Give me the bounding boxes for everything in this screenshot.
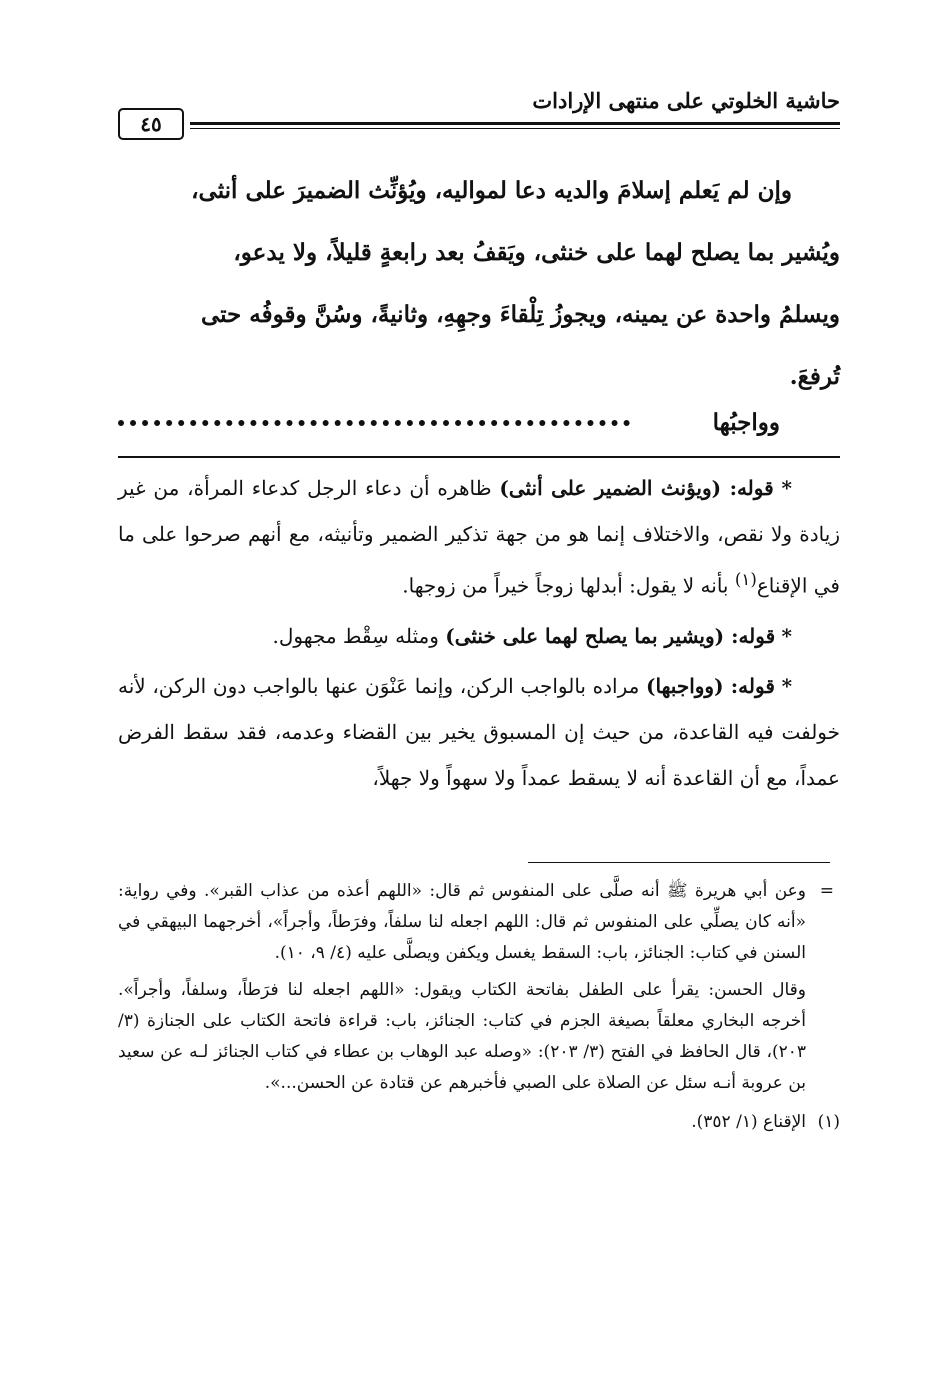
footnote-paragraph: وقال الحسن: يقرأ على الطفل بفاتحة الكتاب ويقول: «اللهم اجعله لنا فرَطاً، وسلفاً، وأجراً». أخرجه البخاري معلقاً بصيغة الجزم في كتاب: الجنائز، باب: قراءة فاتحة الكتاب على الجنازة (٣/ ٢٠٣)، قال الحافظ في الفتح (٣/ ٢٠٣): «وصله عبد الوهاب بن عطاء في كتاب الجنائز لـه عن سعيد بن عروبة أنـه سئل عن الصلاة على الصبي فأخبرهم عن قتادة عن الحسن...». [118,980,806,1093]
commentary-lead: قوله: (ويؤنث الضمير على أنثى) [499,476,774,500]
star-marker: * [781,673,793,698]
commentary-paragraph [118,663,840,801]
matn-continuation [118,398,840,448]
star-marker: * [781,476,792,500]
star-marker: * [781,623,792,648]
commentary-text: مراده بالواجب الركن، وإنما عَنْوَن عنها بالواجب دون الركن، لأنه خولفت فيه القاعدة، من حيث إن المسبوق يخير بين القضاء وعدمه، فقد سقط الفرض عمداً، مع أن القاعدة أنه لا يسقط عمداً ولا سهواً ولا جهلاً، [118,673,841,790]
matn-line: ويُشير بما يصلح لهما على خنثى، ويَقفُ بعد رابعةٍ قليلاً، ولا يدعو، [233,239,840,266]
footnote-number: (١) [817,1112,840,1132]
commentary-text: بأنه لا يقول: أبدلها زوجاً خيراً من زوجها. [402,573,729,598]
running-title: حاشية الخلوتي على منتهى الإرادات [532,88,840,113]
matn-text [118,160,840,408]
footnote-item [118,1107,840,1138]
next-word: وواجبُها [712,409,780,436]
footnote-text: وعن أبي هريرة ﷺ أنه صلَّى على المنفوس ثم قال: «اللهم أعذه من عذاب القبر». وفي رواية: «أنه كان يصلِّي على المنفوس ثم قال: اللهم اجعله لنا سلفاً، وفرَطاً، وأجراً»، أخرجهما البيهقي في السنن في كتاب: الجنائز، باب: السقط يغسل ويكفن ويصلَّى عليه (٤/ ٩، ١٠). [118,881,806,963]
commentary-text: ومثله سِقْط مجهول. [272,623,439,648]
footnote-text: الإقناع (١/ ٣٥٢). [691,1112,806,1132]
section-divider [118,456,840,458]
matn-line: تُرفعَ. [789,363,840,390]
matn-line: وإن لم يَعلم إسلامَ والديه دعا لمواليه، ويُؤنِّث الضميرَ على أنثى، [191,177,792,204]
commentary-paragraph [118,613,840,659]
commentary-text: ظاهره أن دعاء الرجل كدعاء المرأة، من غير زيادة ولا نقص، والاختلاف إنما هو من جهة تذكير الضمير وتأنيثه، مع أنهم صرحوا على ما في الإقناع [118,476,840,598]
commentary-paragraph [118,465,840,609]
page-header [118,88,840,138]
commentary-lead: قوله: (ويشير بما يصلح لهما على خنثى) [445,623,776,648]
commentary-lead: قوله: (وواجبها) [646,673,775,698]
continuation-mark: = [819,881,834,901]
header-rule [190,122,840,129]
footnotes [118,876,840,1138]
dotted-leader [118,420,630,426]
page-number: ٤٥ [118,108,184,140]
footnote-continuation [118,876,840,969]
footnote-rule [528,862,830,863]
matn-line: ويسلمُ واحدة عن يمينه، ويجوزُ تِلْقاءَ وجهِهِ، وثانيةً، وسُنَّ وقوفُه حتى [200,301,840,328]
footnote-reference: (١) [734,570,757,589]
commentary [118,465,840,801]
